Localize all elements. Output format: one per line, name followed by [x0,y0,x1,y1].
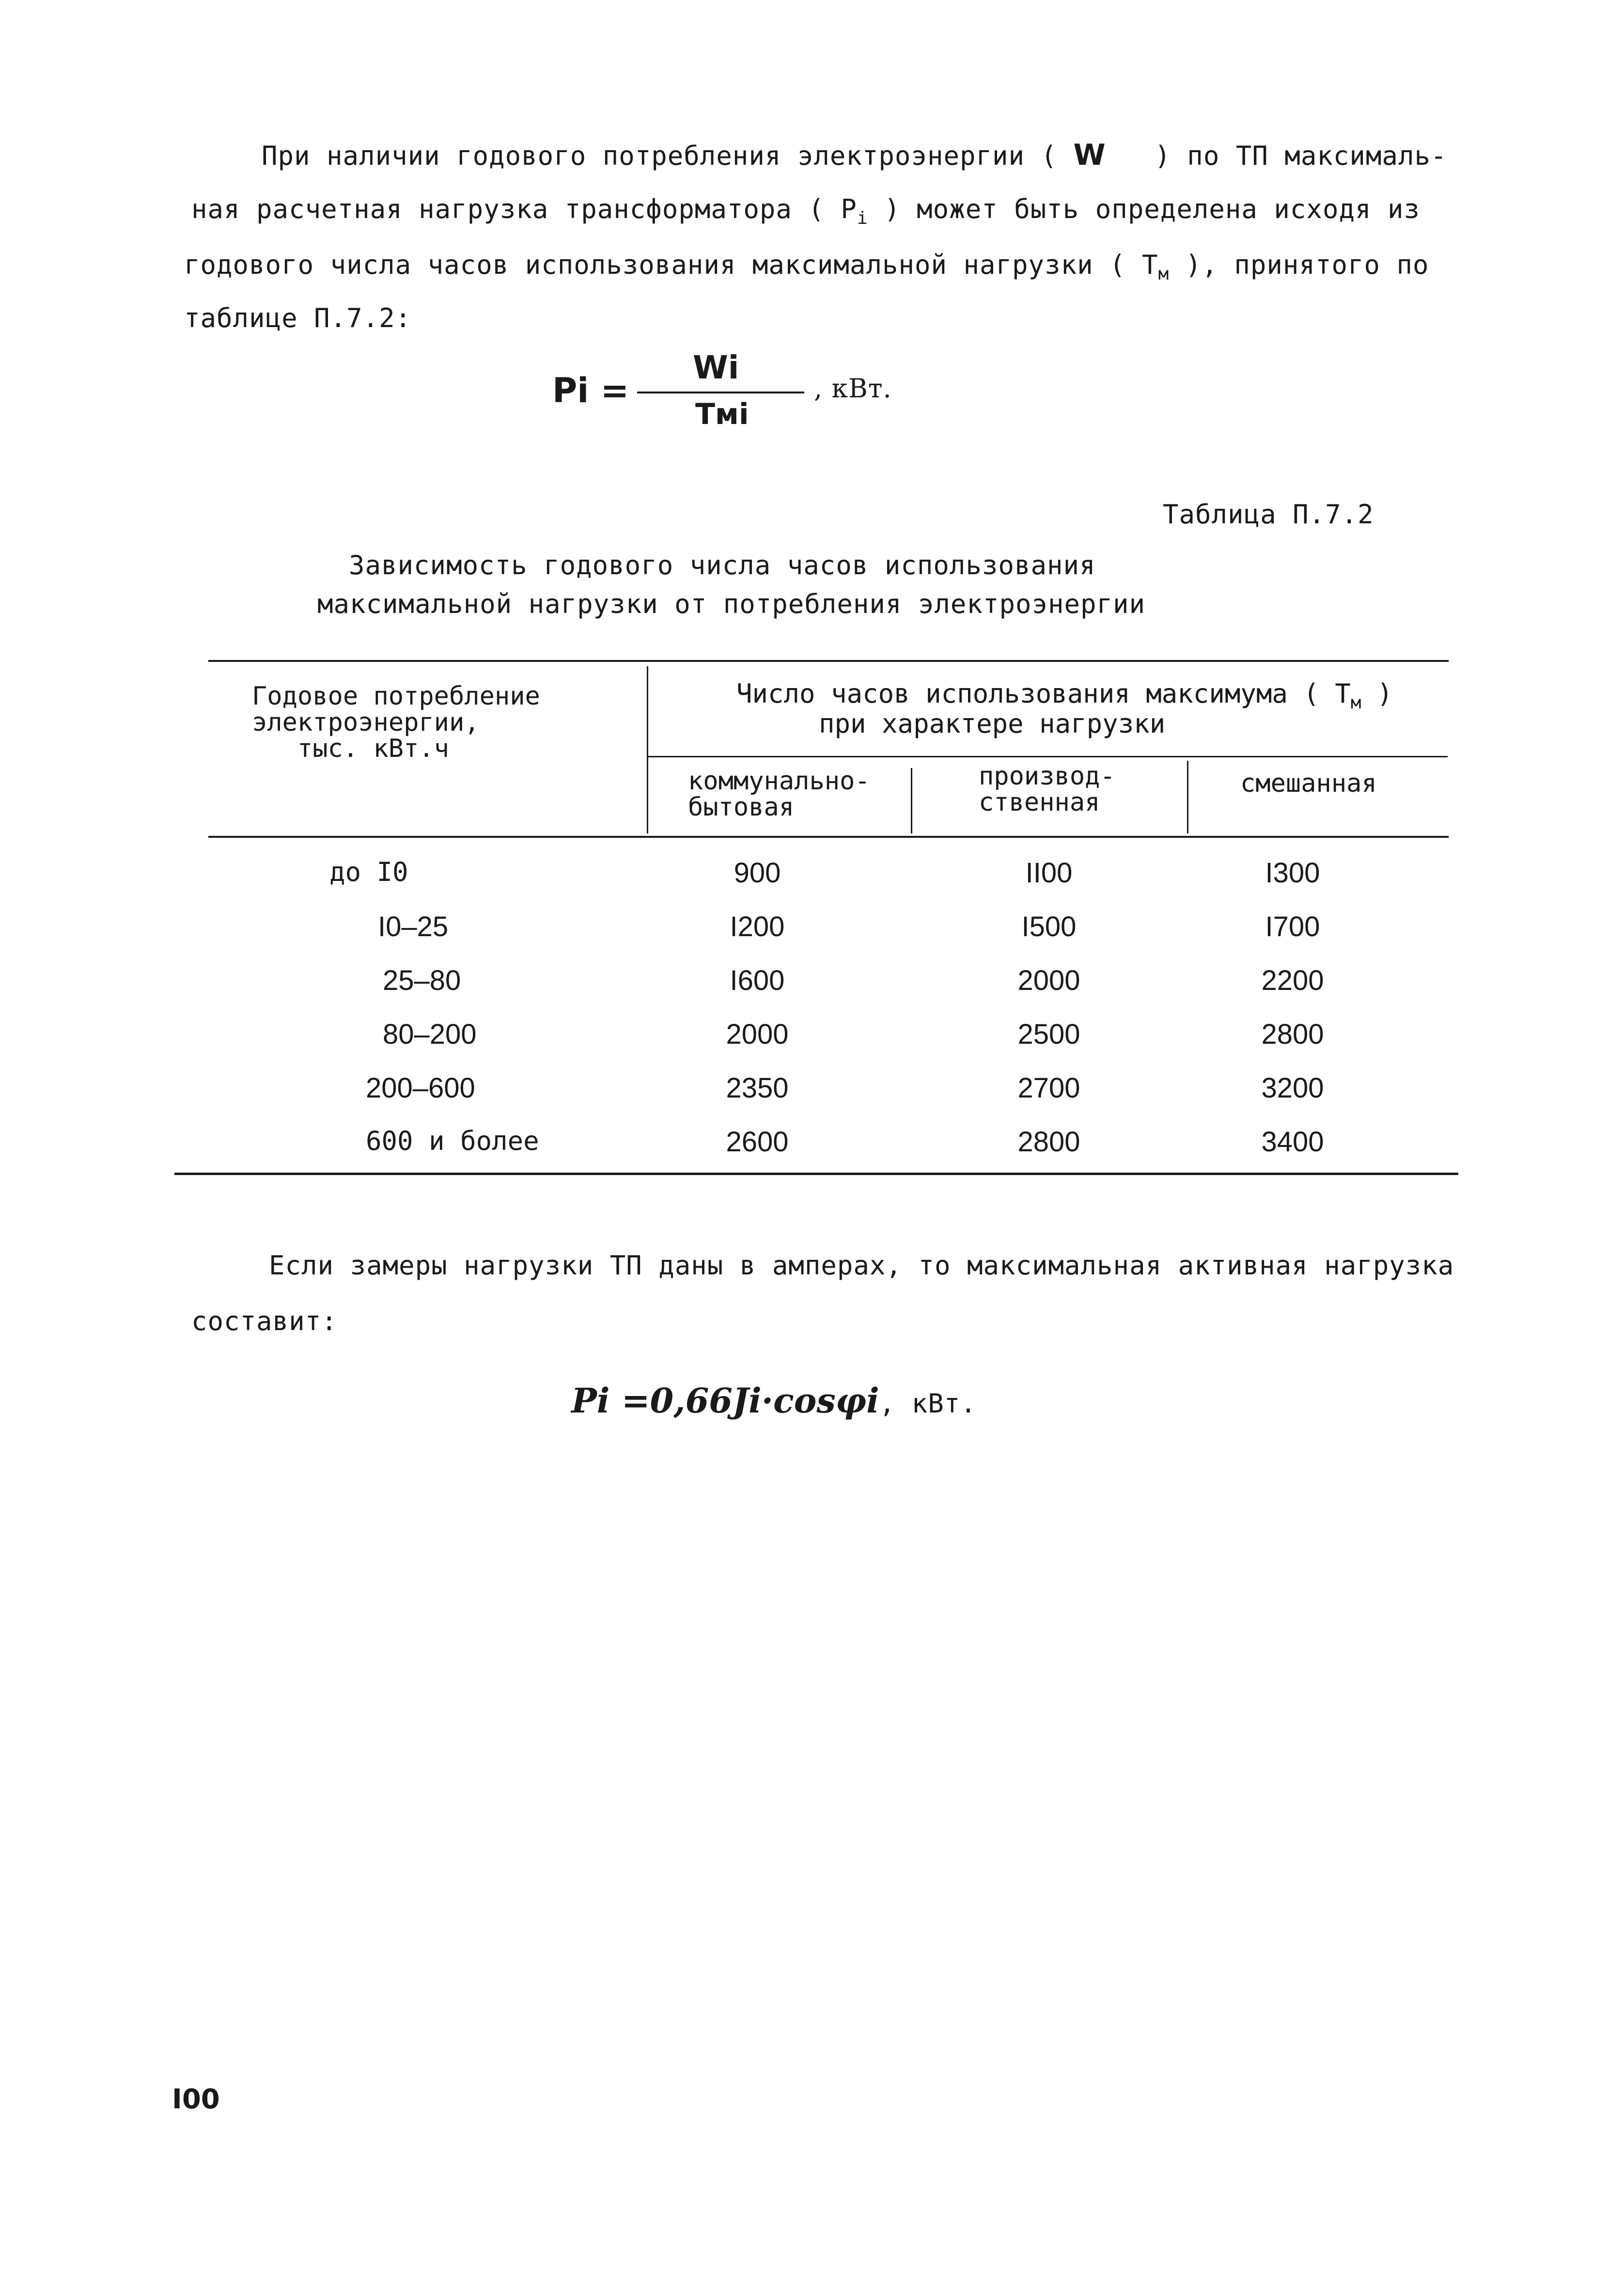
cell-mixed-hours: 3200 [1261,1072,1324,1104]
text: годового числа часов использования максимальной нагрузки ( T [184,250,1158,280]
cell-industrial-hours: 2700 [1017,1072,1080,1104]
formula-2-expression: Pi =0,66Ji·cosφi [571,1381,879,1421]
paragraph-1-line-4: таблице П.7.2: [184,303,412,333]
paragraph-1-line-1 [262,138,1447,172]
formula-2-unit: , кВт. [879,1388,977,1419]
subheader-mixed: смешанная [1240,769,1377,798]
cell-consumption-range: 200–600 [366,1072,475,1104]
formula-1-lhs: Pi = [552,371,629,410]
cell-consumption-range: до I0 [329,857,408,887]
formula-1-denominator: Tмi [695,397,749,431]
paragraph-2-line-2: составит: [191,1306,338,1336]
table-top-rule [208,660,1449,662]
cell-consumption-range: 600 и более [366,1126,539,1156]
formula-1 [552,349,940,441]
cell-industrial-hours: 2500 [1017,1019,1080,1050]
text: ) по ТП максималь- [1155,141,1447,171]
cell-industrial-hours: 2000 [1017,965,1080,996]
text: ная расчетная нагрузка трансформатора ( P [191,194,857,224]
table-bottom-rule [174,1173,1458,1175]
table-subheader-rule [648,756,1448,757]
subheader-industrial: производ- ственная [979,762,1115,817]
cell-mixed-hours: 2800 [1261,1019,1324,1050]
table-number-label: Таблица П.7.2 [1163,499,1374,530]
paragraph-2-line-1: Если замеры нагрузки ТП даны в амперах, то максимальная активная нагрузка [269,1250,1454,1281]
cell-industrial-hours: I500 [1021,911,1077,942]
table-subcol-divider-1 [911,768,912,833]
cell-communal-hours: 2600 [726,1126,789,1158]
header-group-hours [736,678,1393,713]
variable-w: W [1073,138,1106,172]
paragraph-1-line-3 [184,250,1429,284]
cell-communal-hours: I200 [730,911,785,942]
cell-communal-hours: I600 [730,965,785,996]
table-caption-line-2: максимальной нагрузки от потребления электроэнергии [317,589,1146,619]
table-subcol-divider-2 [1187,761,1188,833]
text: При наличии годового потребления электроэнергии ( [262,141,1058,171]
cell-communal-hours: 2000 [726,1019,789,1050]
subheader-communal: коммунально- бытовая [688,767,870,822]
text: ) [1361,678,1393,709]
table-header-rule [208,836,1449,838]
formula-1-unit: , кВт. [814,373,892,404]
page-number: I00 [172,2084,220,2115]
cell-communal-hours: 900 [734,857,781,889]
cell-mixed-hours: 2200 [1261,965,1324,996]
cell-consumption-range: I0–25 [378,911,449,942]
cell-communal-hours: 2350 [726,1072,789,1104]
paragraph-1-line-2 [191,194,1420,228]
header-group-line-2: при характере нагрузки [819,708,1166,739]
cell-consumption-range: 25–80 [383,965,461,996]
cell-industrial-hours: II00 [1025,857,1073,889]
table-caption-line-1: Зависимость годового числа часов использования [349,550,1096,581]
cell-mixed-hours: 3400 [1261,1126,1324,1158]
cell-industrial-hours: 2800 [1017,1126,1080,1158]
header-annual-consumption: Годовое потребление электроэнергии, тыс. кВт.ч [252,682,540,763]
fraction-bar [637,392,804,393]
text: Число часов использования максимума ( T [736,678,1351,709]
cell-mixed-hours: I300 [1265,857,1320,889]
table-col-divider [647,666,648,833]
formula-2 [562,1371,977,1421]
cell-consumption-range: 80–200 [383,1019,477,1050]
text: ), принятого по [1169,250,1429,280]
text: ) может быть определена исходя из [868,194,1421,224]
formula-1-numerator: Wi [693,349,739,386]
subscript: i [857,208,868,228]
cell-mixed-hours: I700 [1265,911,1320,942]
subscript: м [1350,692,1361,713]
subscript: м [1158,264,1170,284]
